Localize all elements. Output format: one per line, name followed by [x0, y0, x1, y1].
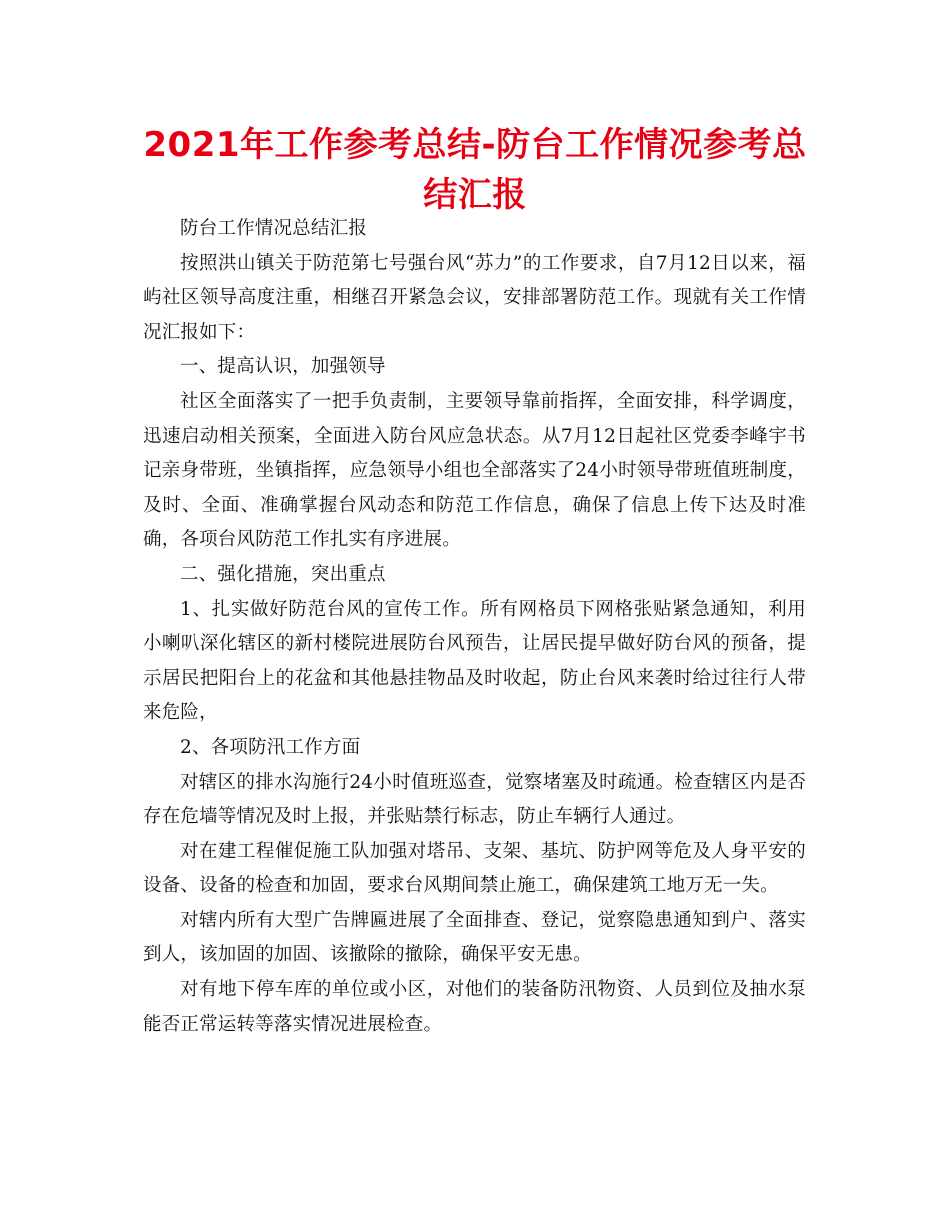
paragraph-heading: 防台工作情况总结汇报 [180, 218, 368, 239]
document-title: 2021年工作参考总结-防台工作情况参考总结汇报 [143, 125, 807, 215]
paragraph: 对有地下停车库的单位或小区，对他们的装备防汛物资、人员到位及抽水泵能否正常运转等落实情况进展检查。 [143, 979, 806, 1035]
section-heading: 二、强化措施，突出重点 [180, 563, 386, 585]
paragraph: 按照洪山镇关于防范第七号强台风“苏力”的工作要求，自7月12日以来，福屿社区领导高度注重，相继召开紧急会议，安排部署防范工作。现就有关工作情况汇报如下： [143, 252, 806, 343]
paragraph: 对在建工程催促施工队加强对塔吊、支架、基坑、防护网等危及人身平安的设备、设备的检查和加固，要求台风期间禁止施工，确保建筑工地万无一失。 [143, 840, 806, 897]
section-heading: 一、提高认识，加强领导 [180, 356, 386, 378]
paragraph: 对辖内所有大型广告牌匾进展了全面排查、登记，觉察隐患通知到户、落实到人，该加固的加固、该撤除的撤除，确保平安无患。 [143, 909, 806, 966]
paragraph: 1、扎实做好防范台风的宣传工作。所有网格员下网格张贴紧急通知，利用小喇叭深化辖区的新村楼院进展防台风预告，让居民提早做好防台风的预备，提示居民把阳台上的花盆和其他悬挂物品及时收起，防止台风来袭时给过往行人带来危险， [143, 598, 806, 724]
subsection-heading: 2、各项防汛工作方面 [180, 736, 361, 758]
paragraph: 对辖区的排水沟施行24小时值班巡查，觉察堵塞及时疏通。检查辖区内是否存在危墙等情况及时上报，并张贴禁行标志，防止车辆行人通过。 [143, 771, 806, 828]
paragraph: 社区全面落实了一把手负责制，主要领导靠前指挥，全面安排，科学调度，迅速启动相关预案，全面进入防台风应急状态。从7月12日起社区党委李峰宇书记亲身带班，坐镇指挥，应急领导小组也全部落实了24小时领导带班值班制度，及时、全面、准确掌握台风动态和防范工作信息，确保了信息上传下达及时准确，各项台风防范工作扎实有序进展。 [143, 390, 806, 551]
document-body [143, 212, 806, 1042]
